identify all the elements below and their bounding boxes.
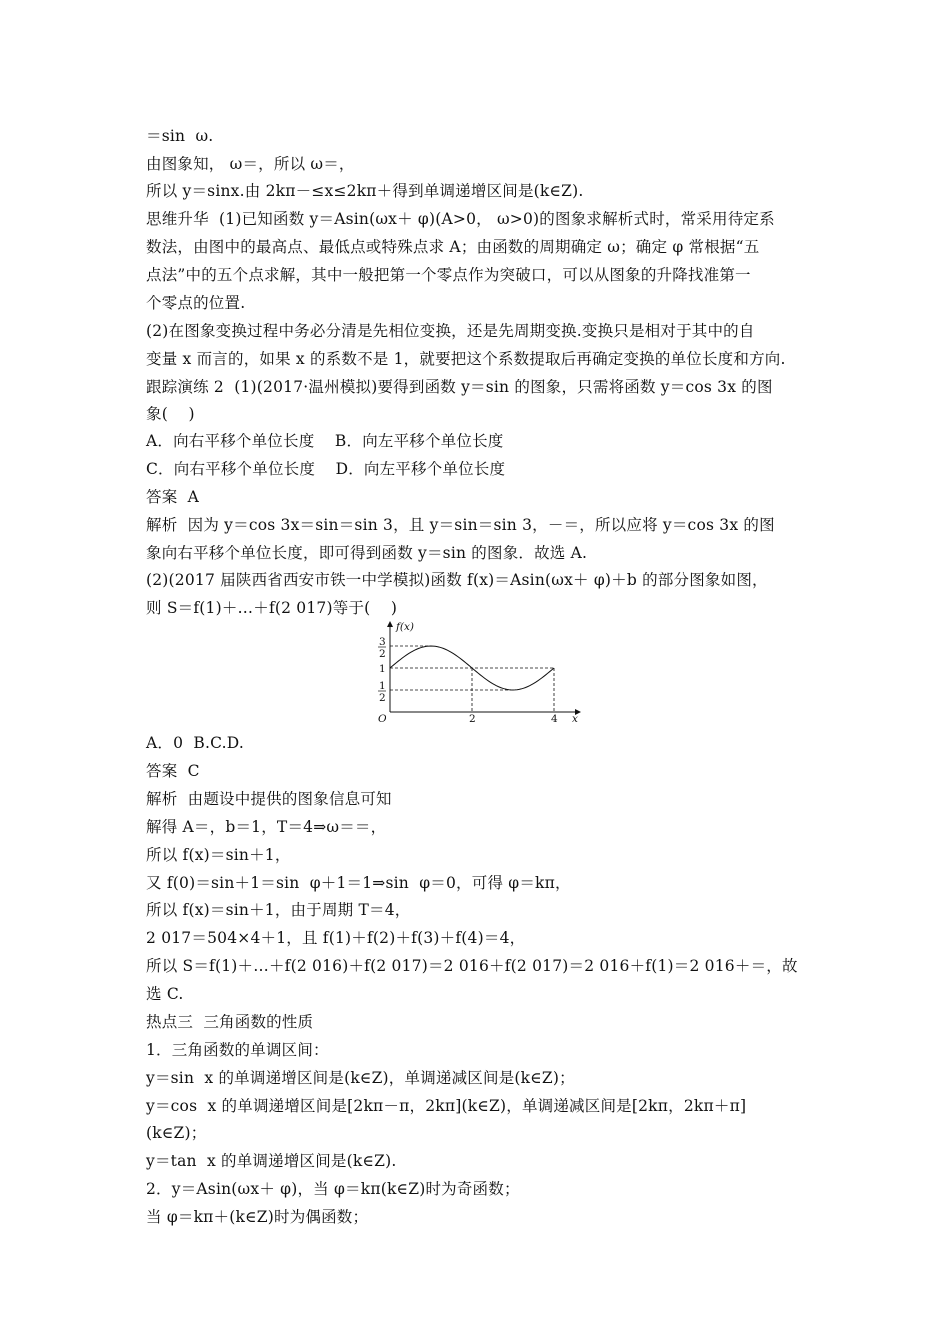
text-line-6: 点法”中的五个点求解，其中一般把第一个零点作为突破口，可以从图象的升降找准第一 <box>146 266 751 284</box>
text-line-9: 变量 x 而言的，如果 x 的系数不是 1，就要把这个系数提取后再确定变换的单位长度和方向. <box>146 350 786 368</box>
x-axis-label: x <box>572 713 578 724</box>
property-line-6: 2．y＝Asin(ωx＋ φ)，当 φ＝kπ(k∈Z)时为奇函数； <box>146 1180 520 1198</box>
function-graph-svg <box>366 616 586 724</box>
x-tick-label: 2 <box>469 713 476 724</box>
property-line-2: y＝sin x 的单调递增区间是(k∈Z)，单调递减区间是(k∈Z)； <box>146 1069 575 1087</box>
answer-line-1: 答案 A <box>146 488 200 506</box>
y-tick-numerator: 3 <box>379 636 386 648</box>
option-line-cd: C．向右平移个单位长度 D．向左平移个单位长度 <box>146 460 506 478</box>
text-line-8: (2)在图象变换过程中务必分清是先相位变换，还是先周期变换.变换只是相对于其中的自 <box>146 322 755 340</box>
y-tick-numerator: 1 <box>379 680 386 692</box>
y-axis-label: f(x) <box>396 621 415 633</box>
text-line-5: 数法，由图中的最高点、最低点或特殊点求 A；由函数的周期确定 ω；确定 φ 常根据“五 <box>146 238 760 256</box>
analysis-line-2: 象向右平移个单位长度，即可得到函数 y＝sin 的图象．故选 A. <box>146 544 588 562</box>
property-line-5: y＝tan x 的单调递增区间是(k∈Z). <box>146 1152 397 1170</box>
analysis-line-6: 又 f(0)＝sin＋1＝sin φ＋1＝1⇒sin φ＝0，可得 φ＝kπ， <box>146 874 571 892</box>
property-line-4: (k∈Z)； <box>146 1124 207 1142</box>
options-line-2: A．0 B.C.D. <box>146 734 244 752</box>
analysis-line-3: 解析 由题设中提供的图象信息可知 <box>146 790 392 808</box>
y-tick-denominator: 2 <box>379 692 386 704</box>
analysis-line-8: 2 017＝504×4＋1，且 f(1)＋f(2)＋f(3)＋f(4)＝4， <box>146 929 526 947</box>
analysis-line-5: 所以 f(x)＝sin＋1， <box>146 846 291 864</box>
text-line-1: ＝sin ω. <box>146 127 214 145</box>
option-line-ab: A．向右平移个单位长度 B．向左平移个单位长度 <box>146 432 504 450</box>
analysis-line-4: 解得 A＝，b＝1，T＝4⇒ω＝＝， <box>146 818 387 836</box>
analysis-line-1: 解析 因为 y＝cos 3x＝sin＝sin 3，且 y＝sin＝sin 3，－＝，所以应将 y＝cos 3x 的图 <box>146 516 775 534</box>
x-tick-label: 4 <box>551 713 558 724</box>
y-tick-denominator: 2 <box>379 648 386 660</box>
property-line-1: 1．三角函数的单调区间： <box>146 1041 329 1059</box>
text-line-11: 象( ) <box>146 405 195 423</box>
text-line-10: 跟踪演练 2 (1)(2017·温州模拟)要得到函数 y＝sin 的图象，只需将函数 y＝cos 3x 的图 <box>146 378 773 396</box>
text-line-3: 所以 y＝sinx.由 2kπ－≤x≤2kπ＋得到单调递增区间是(k∈Z). <box>146 182 584 200</box>
answer-line-2: 答案 C <box>146 762 200 780</box>
text-line-7: 个零点的位置. <box>146 294 246 312</box>
analysis-line-10: 选 C. <box>146 985 184 1003</box>
property-line-3: y＝cos x 的单调递增区间是[2kπ－π，2kπ](k∈Z)，单调递减区间是[2kπ，2kπ＋π] <box>146 1097 747 1115</box>
text-line-2: 由图象知， ω＝，所以 ω＝， <box>146 155 355 173</box>
question-line-1: (2)(2017 届陕西省西安市铁一中学模拟)函数 f(x)＝Asin(ωx＋ φ)＋b 的部分图象如图， <box>146 571 768 589</box>
question-line-2: 则 S＝f(1)＋…＋f(2 017)等于( ) <box>146 599 398 617</box>
text-line-4: 思维升华 (1)已知函数 y＝Asin(ωx＋ φ)(A>0， ω>0)的图象求解析式时，常采用待定系 <box>146 210 775 228</box>
origin-label: O <box>378 713 387 724</box>
function-graph-figure <box>366 616 586 724</box>
analysis-line-9: 所以 S＝f(1)＋…＋f(2 016)＋f(2 017)＝2 016＋f(2 017)＝2 016＋f(1)＝2 016＋＝，故 <box>146 957 798 975</box>
property-line-7: 当 φ＝kπ＋(k∈Z)时为偶函数； <box>146 1208 369 1226</box>
analysis-line-7: 所以 f(x)＝sin＋1，由于周期 T＝4， <box>146 901 411 919</box>
section-heading: 热点三 三角函数的性质 <box>146 1013 314 1031</box>
y-tick-label: 1 <box>379 663 386 675</box>
